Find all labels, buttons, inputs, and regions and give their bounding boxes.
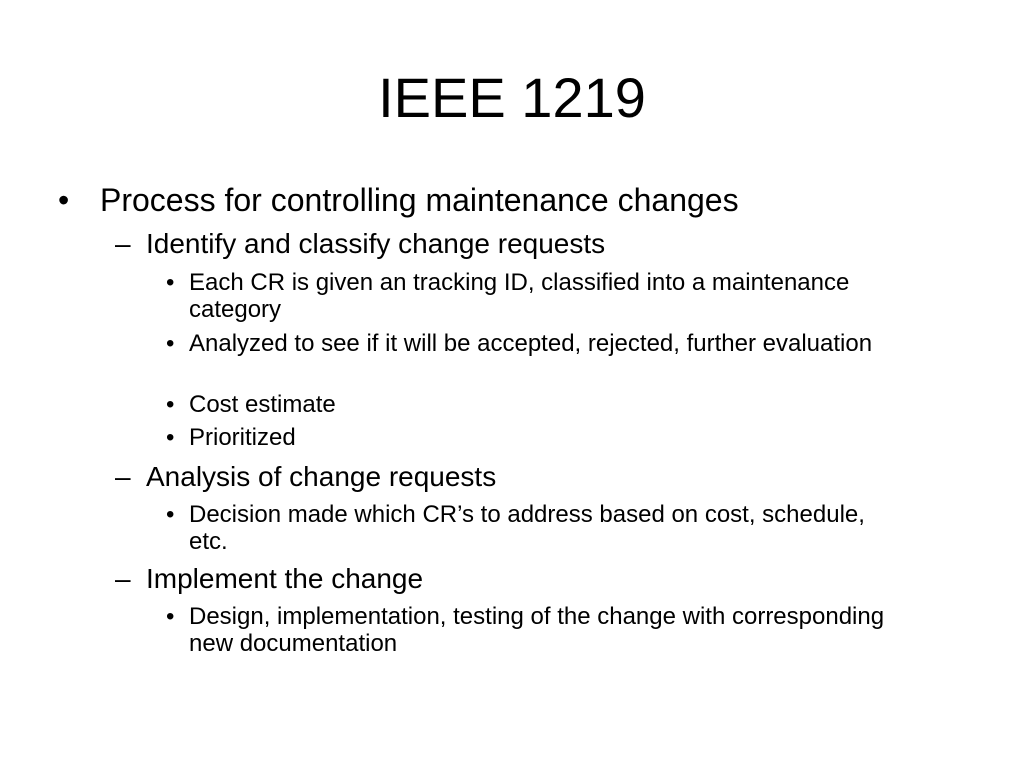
detail-bullet-text: Design, implementation, testing of the change with corresponding new documentation <box>189 603 885 657</box>
bullet-marker: • <box>166 330 175 357</box>
detail-bullet-text: Cost estimate <box>189 391 336 418</box>
dash-marker: – <box>115 228 131 259</box>
bullet-marker: • <box>166 391 175 418</box>
detail-bullet-text: Decision made which CR’s to address based on cost, schedule, etc. <box>189 501 865 555</box>
bullet-marker: • <box>166 269 175 296</box>
main-bullet <box>58 181 978 219</box>
bullet-marker: • <box>166 603 175 630</box>
sub-bullet-identify <box>115 228 975 260</box>
bullet-marker: • <box>166 501 175 528</box>
detail-bullet <box>166 269 886 323</box>
detail-bullet <box>166 603 886 657</box>
sub-bullet-implement <box>115 563 975 595</box>
detail-bullet-text: Analyzed to see if it will be accepted, rejected, further evaluation <box>189 330 873 357</box>
detail-bullet-text: Prioritized <box>189 424 296 451</box>
detail-bullet <box>166 501 886 555</box>
detail-bullet-text: Each CR is given an tracking ID, classified into a maintenance category <box>189 269 850 323</box>
main-bullet-text: Process for controlling maintenance changes <box>100 182 739 218</box>
detail-bullet <box>166 391 886 418</box>
sub-bullet-text: Analysis of change requests <box>146 461 497 492</box>
slide-title: IEEE 1219 <box>378 66 646 129</box>
sub-bullet-text: Identify and classify change requests <box>146 228 606 259</box>
dash-marker: – <box>115 563 131 594</box>
detail-bullet <box>166 424 886 451</box>
bullet-marker: • <box>166 424 175 451</box>
dash-marker: – <box>115 461 131 492</box>
sub-bullet-analysis <box>115 461 975 493</box>
detail-bullet <box>166 330 886 357</box>
bullet-marker: • <box>58 182 70 218</box>
sub-bullet-text: Implement the change <box>146 563 424 594</box>
